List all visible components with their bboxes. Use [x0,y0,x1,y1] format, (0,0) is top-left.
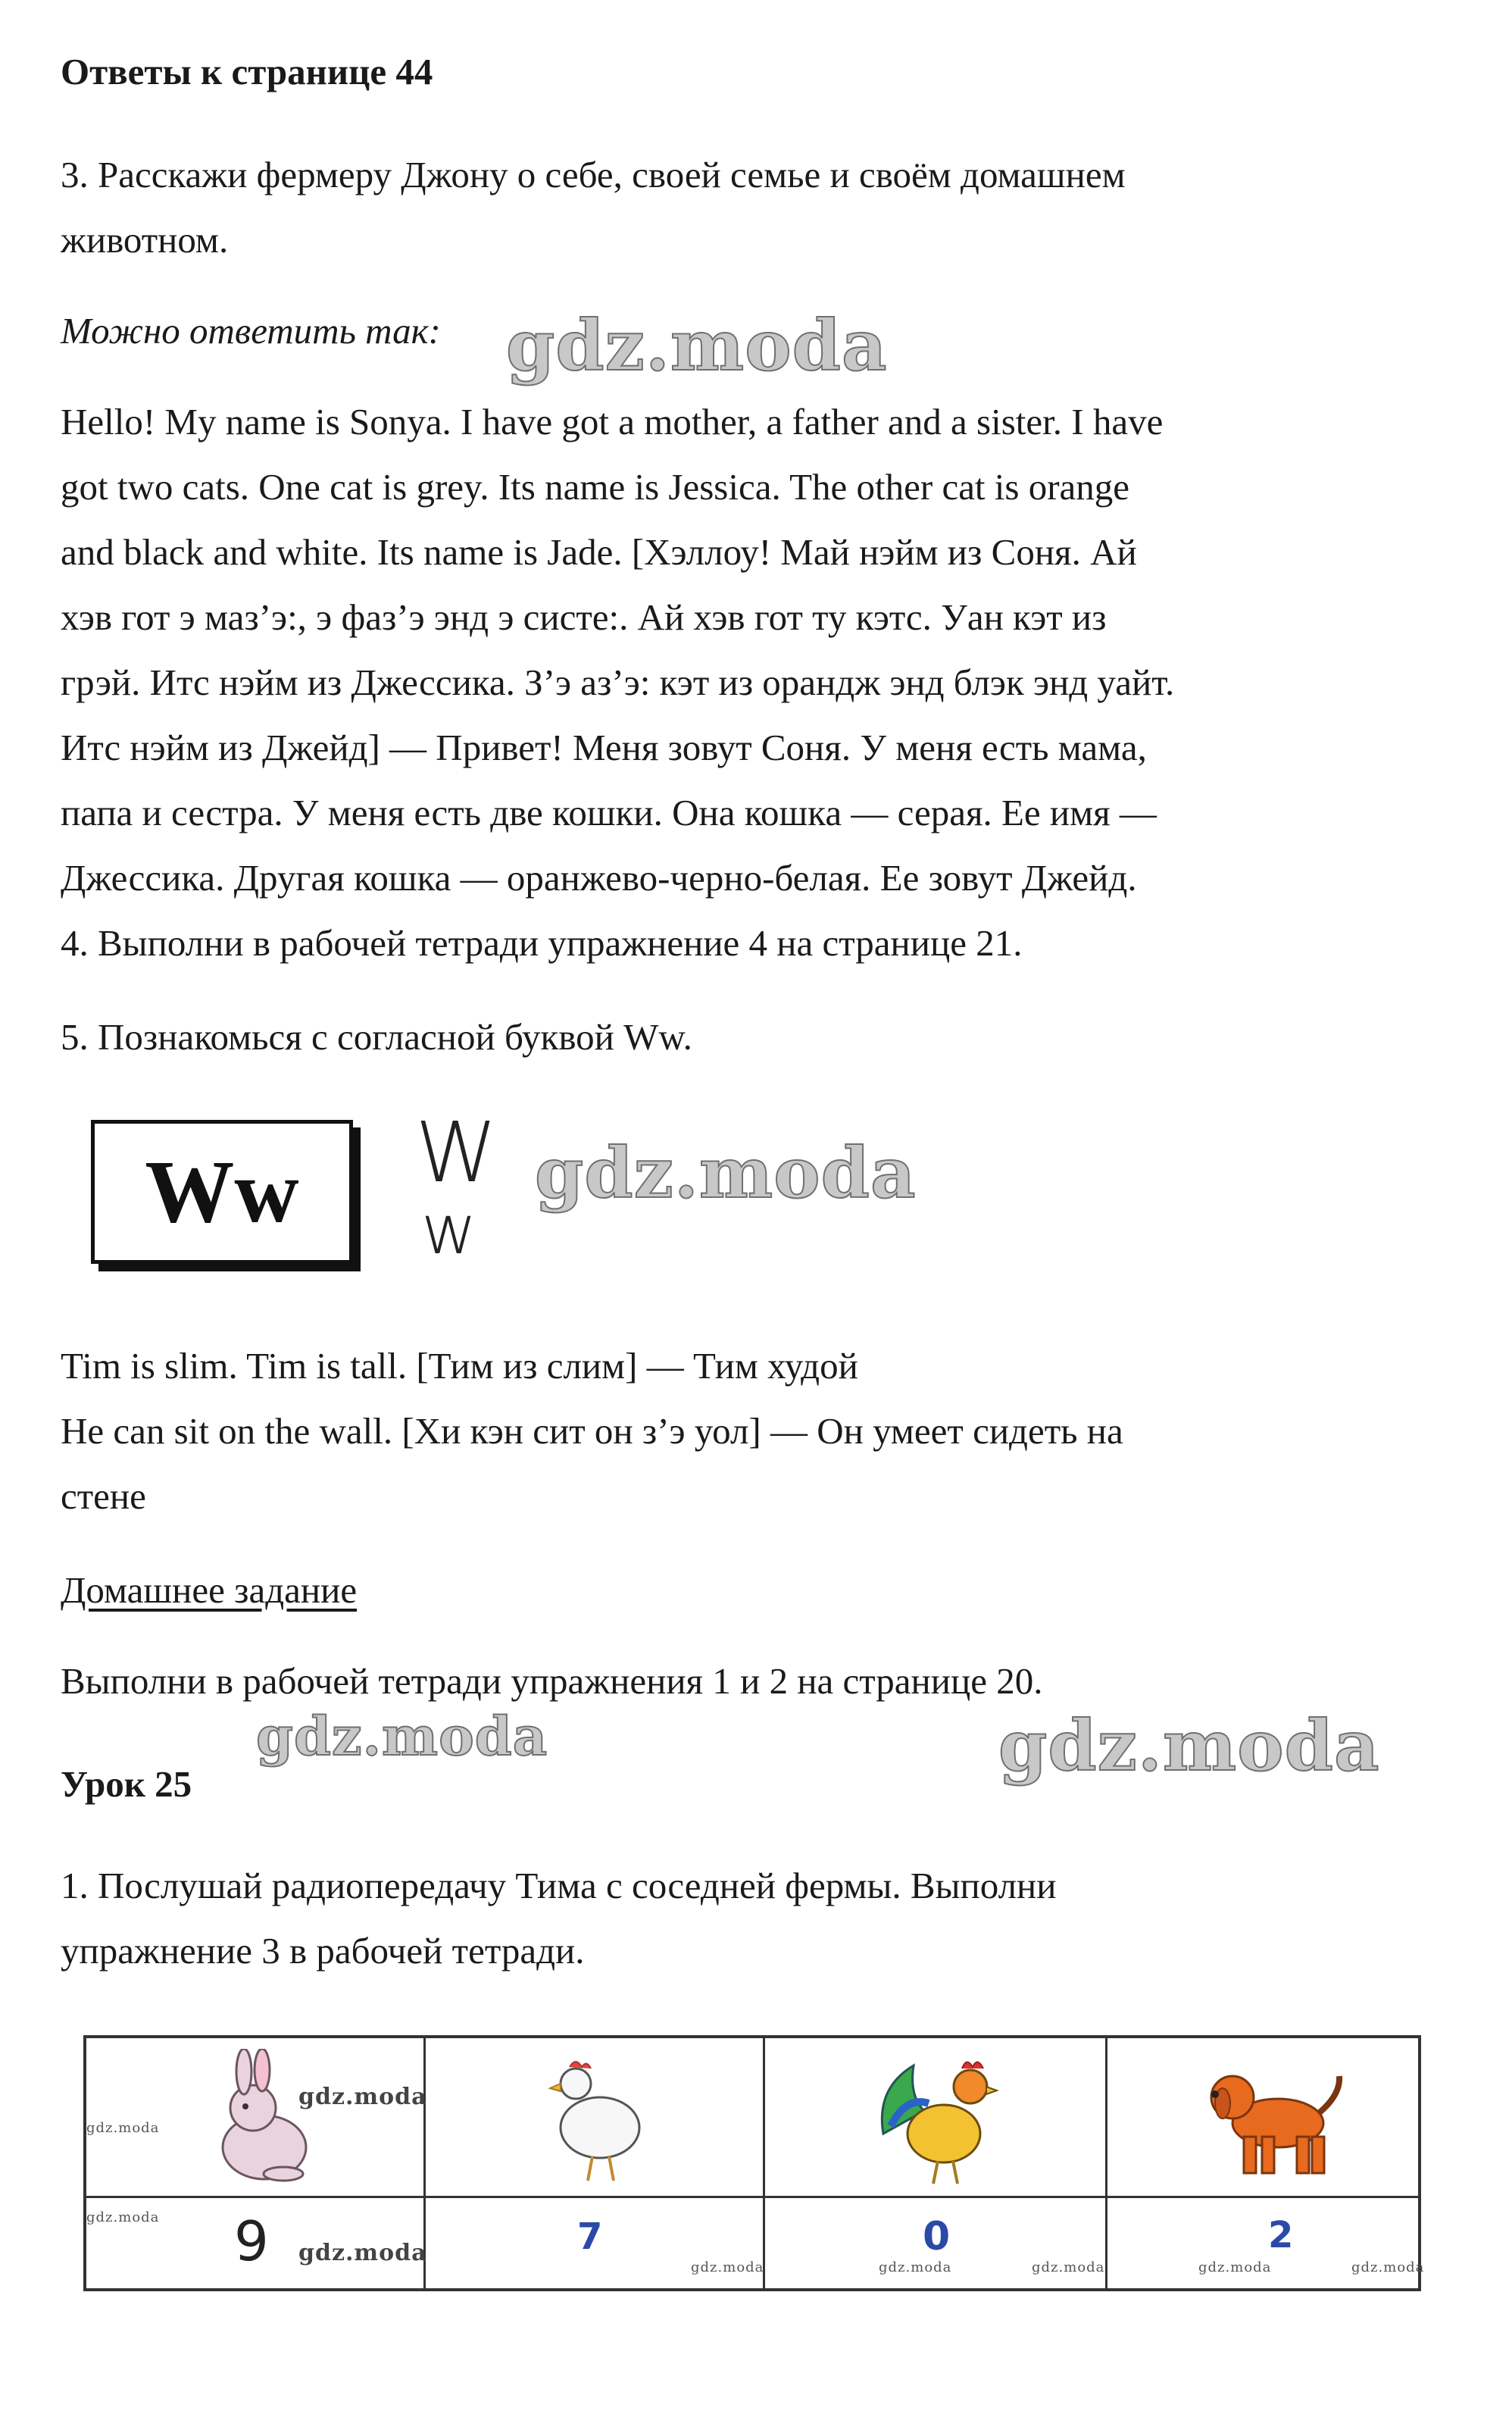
answer-line: хэв гот э маз’э:, э фаз’э энд э систе:. Ай хэв гот ту кэтс. Уан кэт из [61,596,1107,638]
task3-line-2: животном. [61,219,229,261]
watermark: gdz.moda [1351,2259,1425,2275]
watermark: gdz.moda [1198,2259,1272,2275]
answer-value: 0 [923,2214,951,2259]
answer-value: 7 [577,2216,603,2258]
rhyme-line: Tim is slim. Tim is tall. [Тим из слим] — Тим худой [61,1345,858,1387]
homework-heading: Домашнее задание [61,1569,358,1611]
watermark: gdz.moda [879,2259,952,2275]
answer-line: Джессика. Другая кошка — оранжево-черно-белая. Ее зовут Джейд. [61,857,1137,899]
table-column [765,2038,1107,2288]
homework-text: Выполни в рабочей тетради упражнения 1 и 2 на странице 20. [61,1660,1043,1702]
letter-uppercase: W [415,1104,498,1201]
watermark: gdz.moda [691,2259,764,2275]
answer-line: Hello! My name is Sonya. I have got a mother, a father and a sister. I have [61,401,1164,442]
answer-line: got two cats. One cat is grey. Its name is Jessica. The other cat is orange [61,466,1130,508]
answer-value: 2 [1268,2214,1294,2256]
task3-hint: Можно ответить так: [61,310,441,352]
dog-icon [1198,2053,1350,2182]
task3-line-1: 3. Расскажи фермеру Джону о себе, своей семье и своём домашнем [61,154,1126,195]
lesson-title: Урок 25 [61,1763,192,1805]
watermark: gdz.moda [1032,2259,1105,2275]
task5-title: 5. Познакомься с согласной буквой Ww. [61,1016,692,1058]
watermark: gdz.moda [86,2120,160,2136]
hen-icon [539,2044,653,2188]
answer-line: Итс нэйм из Джейд] — Привет! Меня зовут Соня. У меня есть мама, [61,727,1147,768]
lesson-task-line-1: 1. Послушай радиопередачу Тима с соседней фермы. Выполни [61,1865,1057,1906]
rooster-icon [868,2043,1012,2187]
watermark: gdz.moda [535,1132,917,1214]
letter-card [91,1120,353,1264]
watermark: gdz.moda [506,305,888,386]
watermark: gdz.moda [86,2209,160,2225]
watermark: gdz.moda [298,2084,427,2110]
lesson-task-line-2: упражнение 3 в рабочей тетради. [61,1930,585,1972]
animals-table [83,2035,1425,2291]
watermark: gdz.moda [256,1705,548,1768]
watermark: gdz.moda [998,1705,1380,1787]
watermark: gdz.moda [298,2240,427,2266]
table-column [426,2038,765,2288]
answer-value: 9 [234,2209,269,2273]
table-column [1107,2038,1425,2288]
task4-text: 4. Выполни в рабочей тетради упражнение 4 на странице 21. [61,922,1023,964]
answer-line: папа и сестра. У меня есть две кошки. Она кошка — серая. Ее имя — [61,792,1157,833]
rabbit-icon [200,2049,329,2185]
letter-lowercase: w [421,1190,477,1270]
letter-card-text: Ww [145,1142,299,1241]
rhyme-line: He can sit on the wall. [Хи кэн сит он з’э уол] — Он умеет сидеть на [61,1410,1123,1452]
rhyme-line: стене [61,1475,146,1517]
table-column [86,2038,426,2288]
answer-line: and black and white. Its name is Jade. [Хэллоу! Май нэйм из Соня. Ай [61,531,1137,573]
page-title: Ответы к странице 44 [61,51,433,92]
answer-line: грэй. Итс нэйм из Джессика. З’э аз’э: кэт из орандж энд блэк энд уайт. [61,661,1175,703]
